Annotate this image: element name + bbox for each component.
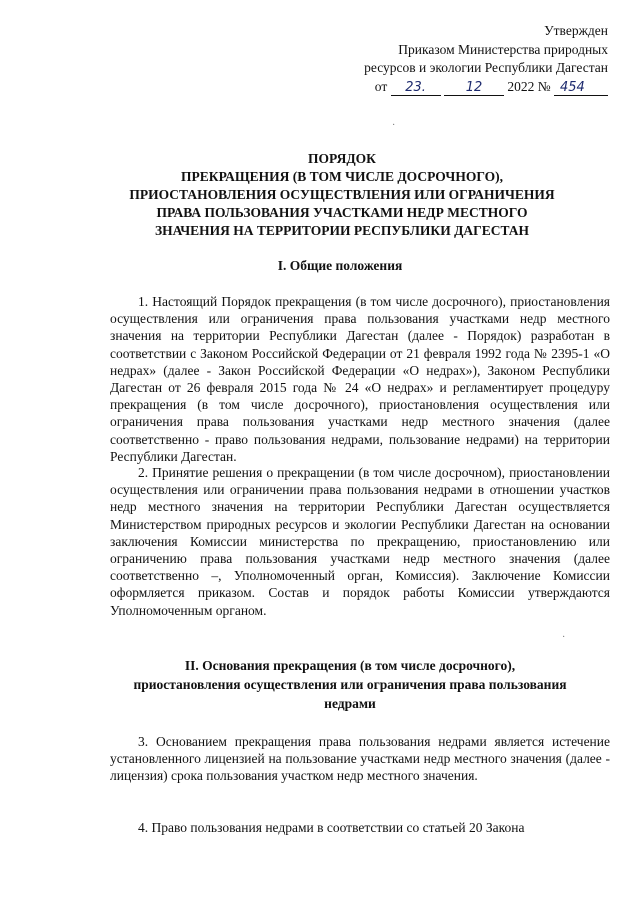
paragraph-2: 2. Принятие решения о прекращении (в том числе досрочном), приостановлении осуществления или ограничении права пользования недрами в отношении участков недр местного значения на территории Республики Дагестан осуществляется Министерством природных ресурсов и экологии Республики Дагестан на основании заключения Комиссии министерства по прекращению, приостановлению или ограничению права пользования участками недр местного значения (далее соответственно –, Уполномоченный орган, Комиссия). Заключение Комиссии оформляется приказом. Состав и порядок работы Комиссии утверждаются Уполномоченным органом. xyxy=(110,465,610,618)
paragraph-3: 3. Основанием прекращения права пользования недрами является истечение установленного лицензией на пользование участками недр местного значения (далее - лицензия) срока пользования участком недр местного значения. xyxy=(110,734,610,784)
title-line-4: ПРАВА ПОЛЬЗОВАНИЯ УЧАСТКАМИ НЕДР МЕСТНОГО xyxy=(156,205,528,220)
approval-month: 12 xyxy=(444,81,504,96)
title-line-3: ПРИОСТАНОВЛЕНИЯ ОСУЩЕСТВЛЕНИЯ ИЛИ ОГРАНИЧЕНИЯ xyxy=(129,187,555,202)
section-2-line-2: приостановления осуществления или ограничения права пользования xyxy=(133,677,567,692)
scan-speck: · xyxy=(392,120,396,131)
approval-year-number-label: 2022 № xyxy=(507,78,551,94)
approval-from-label: от xyxy=(374,78,388,94)
section-1-heading: I. Общие положения xyxy=(277,258,403,273)
scan-speck: · xyxy=(562,632,566,643)
title-line-1: ПОРЯДОК xyxy=(308,151,376,166)
title-line-5: ЗНАЧЕНИЯ НА ТЕРРИТОРИИ РЕСПУБЛИКИ ДАГЕСТАН xyxy=(154,223,530,238)
approval-line-2: Приказом Министерства природных xyxy=(398,41,608,57)
document-title xyxy=(92,150,592,240)
title-line-2: ПРЕКРАЩЕНИЯ (В ТОМ ЧИСЛЕ ДОСРОЧНОГО), xyxy=(181,169,503,184)
section-2-line-3: недрами xyxy=(324,696,376,711)
paragraph-4: 4. Право пользования недрами в соответствии со статьей 20 Закона xyxy=(138,820,525,835)
approval-day: 23. xyxy=(391,81,441,96)
paragraph-1: 1. Настоящий Порядок прекращения (в том числе досрочного), приостановления осуществления или ограничения права пользования участками недр местного значения на территории Республики Дагестан (далее - Порядок) разработан в соответствии с Законом Российской Федерации от 21 февраля 1992 года № 2395-1 «О недрах» (далее - Закон Российской Федерации «О недрах»), Законом Республики Дагестан от 26 февраля 2015 года № 24 «О недрах» и регламентирует процедуру прекращения (в том числе досрочного), приостановления осуществления или ограничения права пользования участками недр местного значения (далее соответственно - право пользования недрами, пользование недрами) на территории Республики Дагестан. xyxy=(110,294,610,464)
section-2-line-1: II. Основания прекращения (в том числе досрочного), xyxy=(184,658,516,673)
approval-order-number: 454 xyxy=(554,81,608,96)
approval-line-3: ресурсов и экологии Республики Дагестан xyxy=(364,60,608,75)
approval-date-line xyxy=(364,78,608,97)
approval-line-1: Утвержден xyxy=(544,23,608,38)
section-2-heading xyxy=(100,656,600,713)
approval-block xyxy=(364,22,608,96)
